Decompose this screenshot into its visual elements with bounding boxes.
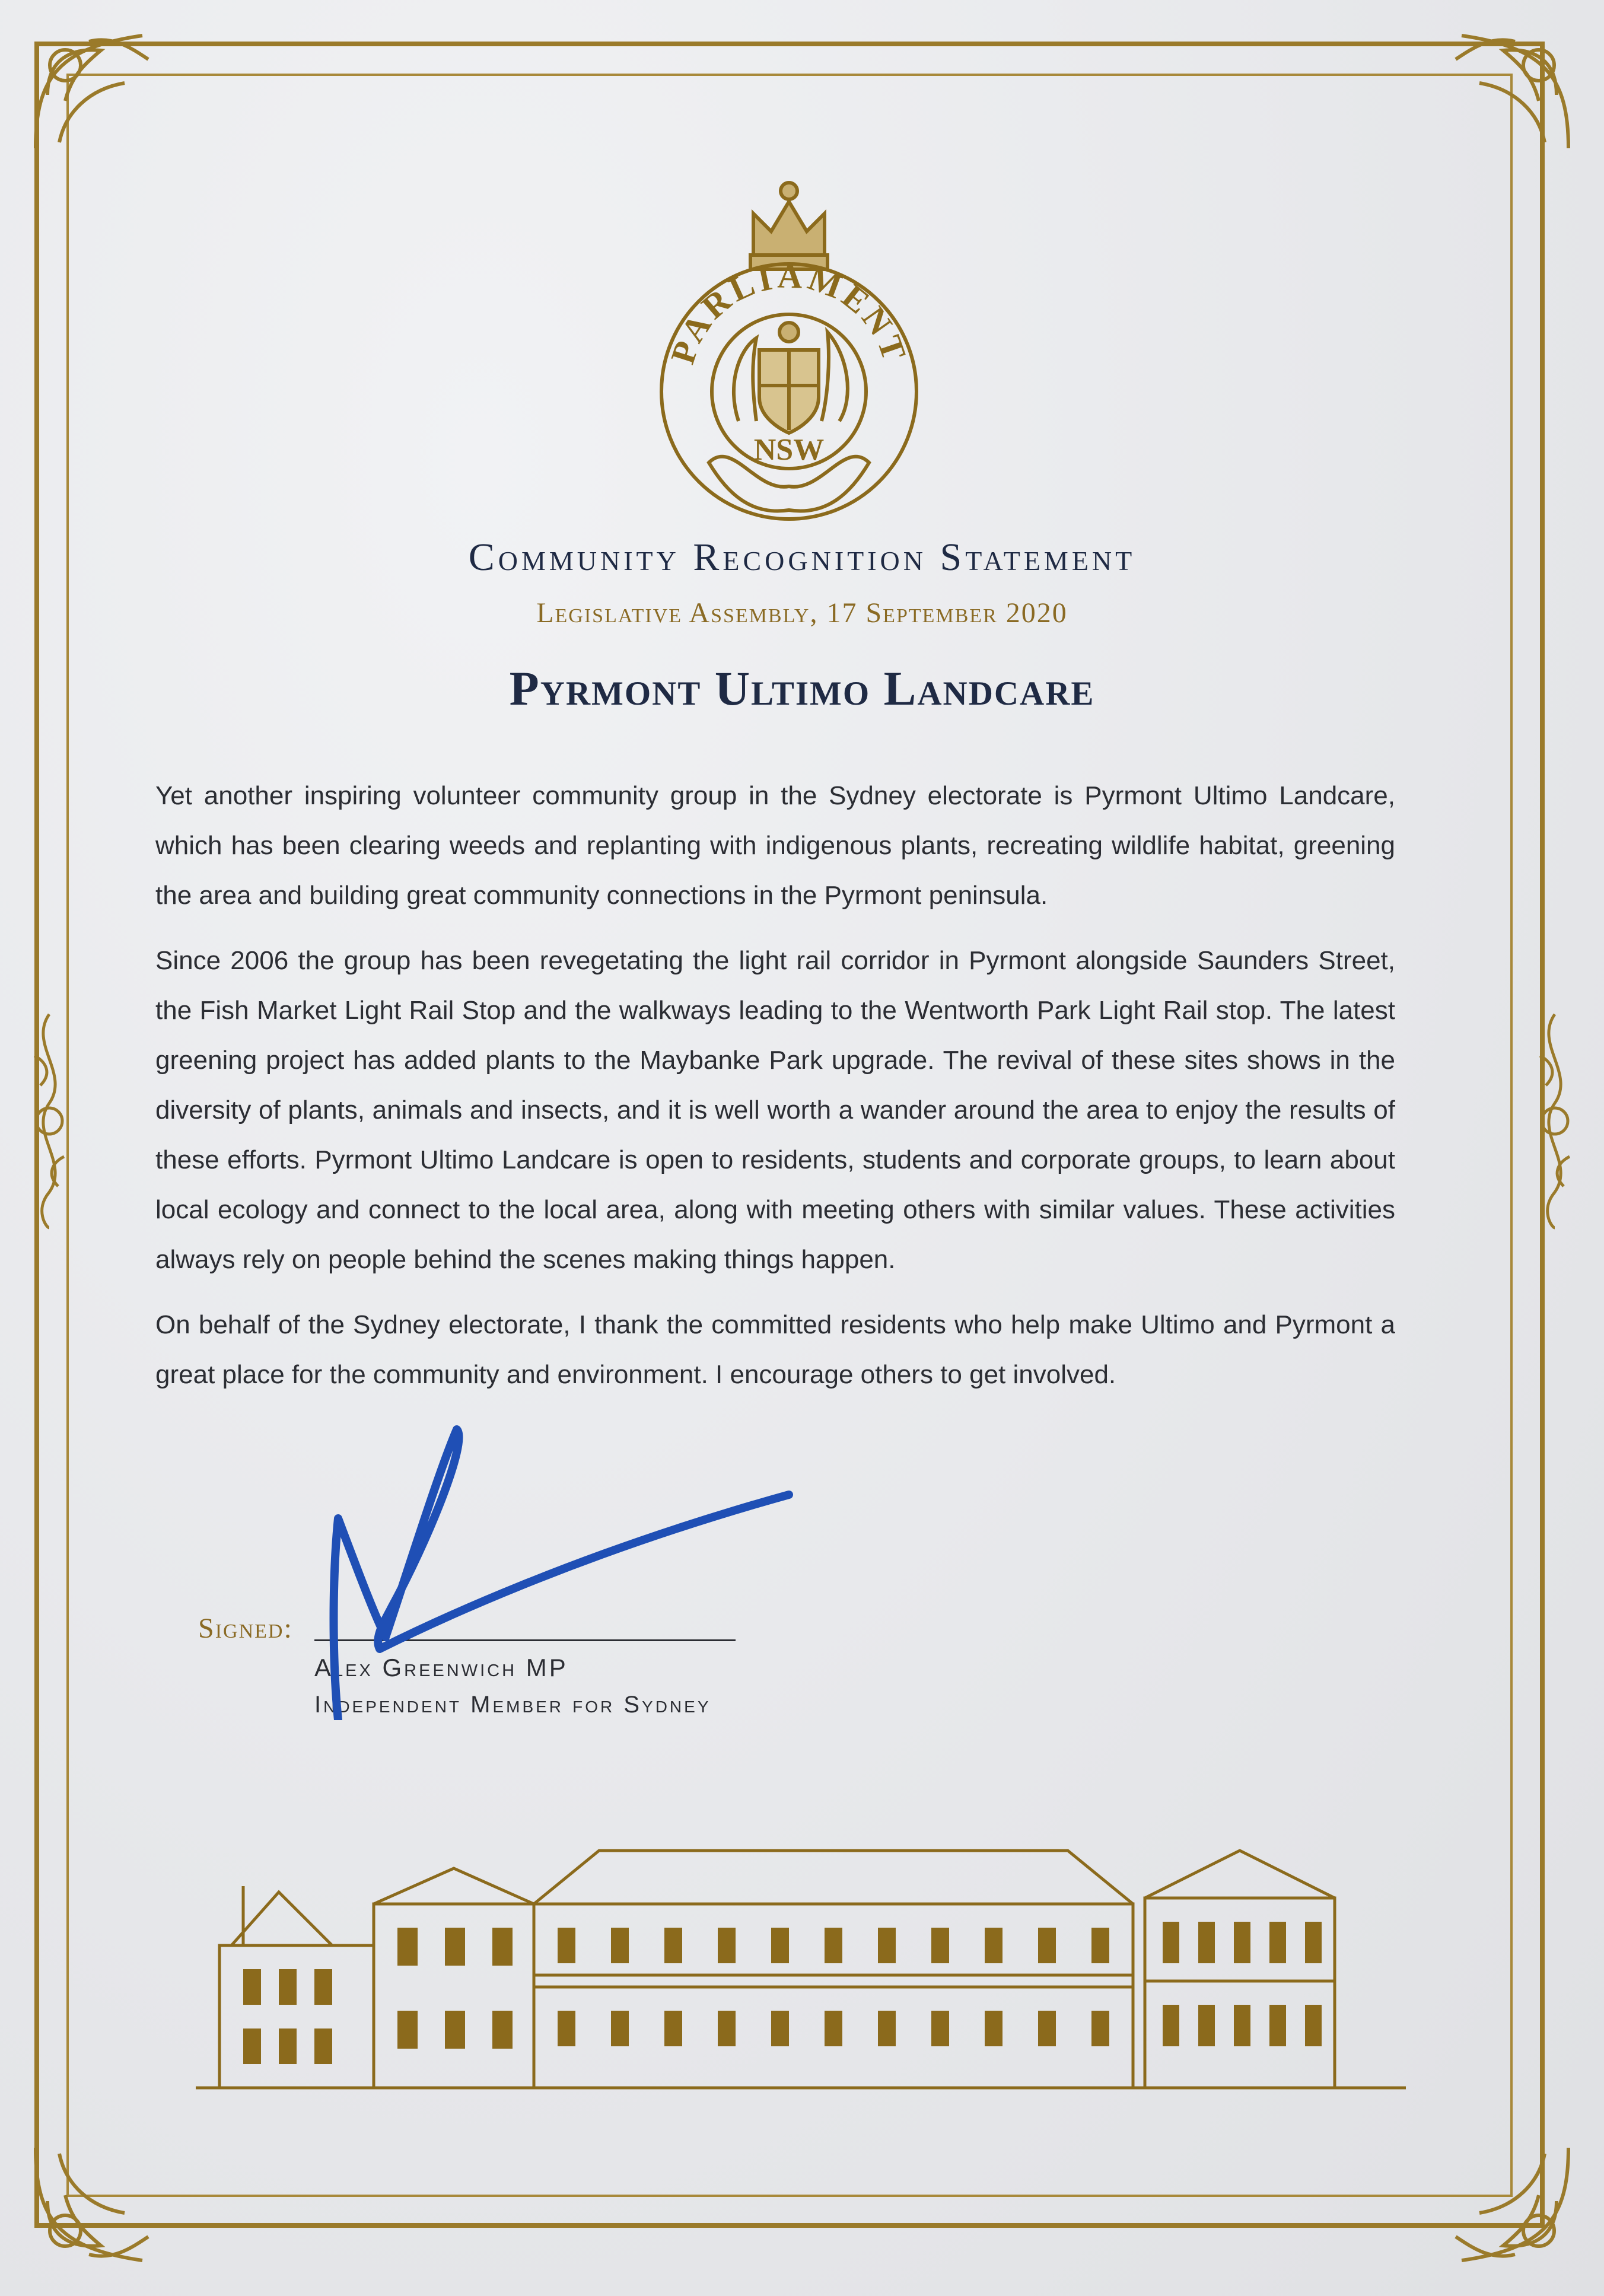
corner-flourish-icon	[24, 24, 160, 160]
side-flourish-icon	[1528, 1008, 1581, 1234]
paragraph-2: Since 2006 the group has been revegetating the light rail corridor in Pyrmont alongside Saunders Street, the Fish Market Light Rail Stop and the walkways leading to the Wentworth Park Light Rail stop. The latest greening project has added plants to the Maybanke Park upgrade. The revival of these sites shows in the diversity of plants, animals and insects, and it is well worth a wander around the area to enjoy the results of these efforts. Pyrmont Ultimo Landcare is open to residents, students and corporate groups, to learn about local ecology and connect to the local area, along with meeting others with similar values. These activities always rely on people behind the scenes making things happen.	[155, 946, 1395, 1274]
signed-label: Signed:	[198, 1613, 293, 1644]
corner-flourish-icon	[24, 2136, 160, 2272]
group-name-heading: Pyrmont Ultimo Landcare	[509, 661, 1095, 715]
signatory-name: Alex Greenwich MP	[314, 1654, 568, 1682]
handwritten-signature	[308, 1412, 795, 1720]
paragraph-1: Yet another inspiring volunteer community group in the Sydney electorate is Pyrmont Ultimo Landcare, which has been clearing weeds and replanting with indigenous plants, recreating wildlife habitat, greening the area and building great community connections in the Pyrmont peninsula.	[155, 781, 1395, 910]
crest-arc-text: PARLIAMENT	[663, 256, 915, 369]
signatory-title: Independent Member for Sydney	[314, 1692, 711, 1718]
crest-state-text: NSW	[753, 433, 825, 467]
corner-flourish-icon	[1444, 2136, 1580, 2272]
corner-flourish-icon	[1444, 24, 1580, 160]
side-flourish-icon	[23, 1008, 76, 1234]
statement-subtitle: Legislative Assembly, 17 September 2020	[536, 597, 1068, 629]
paragraph-3: On behalf of the Sydney electorate, I thank the committed residents who help make Ultimo and Pyrmont a great place for the community and environment. I encourage others to get involved.	[155, 1310, 1395, 1389]
parliament-house-illustration-icon	[196, 1827, 1406, 2106]
parliament-nsw-crest-icon	[650, 160, 928, 528]
statement-title: Community Recognition Statement	[468, 536, 1136, 579]
statement-body	[155, 771, 1395, 1415]
